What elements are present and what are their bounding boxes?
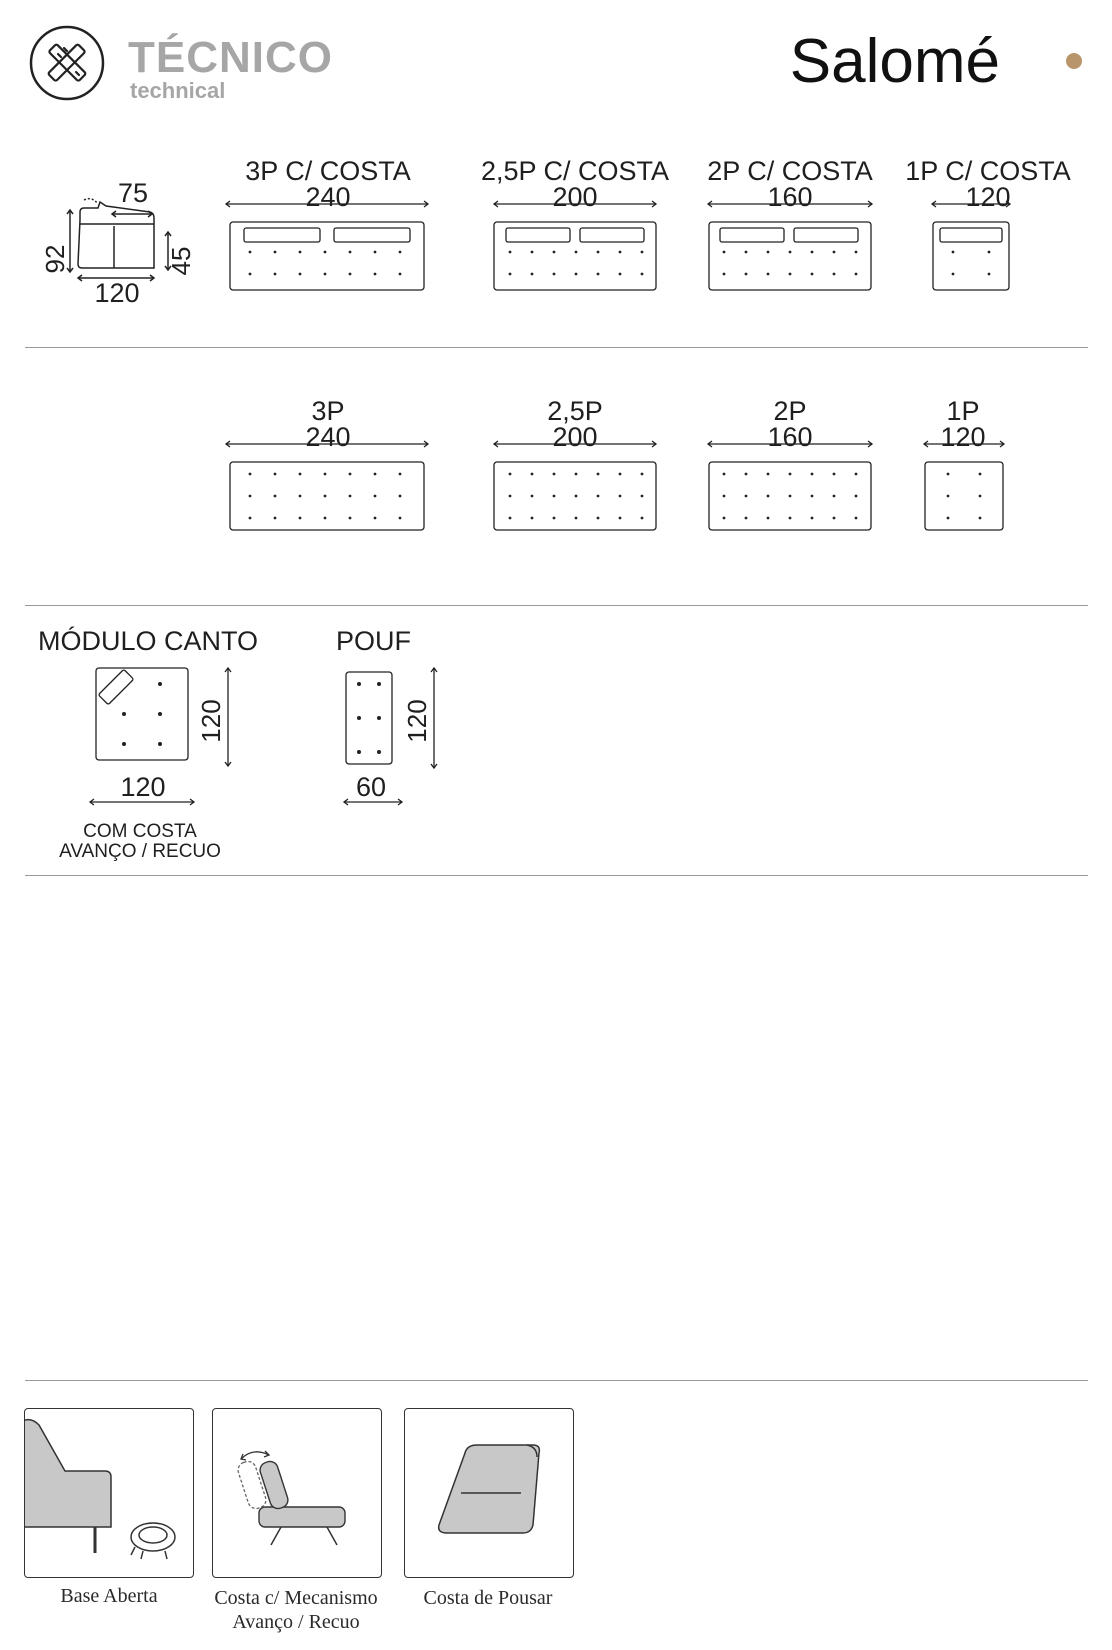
logo-subtitle: technical <box>130 78 226 103</box>
module-3p-back-drawing <box>224 198 430 294</box>
module-3p-name: 3P <box>311 396 345 426</box>
accent-dot <box>1066 53 1082 69</box>
feature-open-base <box>24 1408 194 1578</box>
module-25p-back-drawing <box>492 198 658 294</box>
profile-seat-height-label: 45 <box>166 246 196 276</box>
divider-2 <box>25 605 1088 606</box>
pouf-width-label: 60 <box>355 772 387 802</box>
module-25p-name: 2,5P <box>547 396 603 426</box>
module-25p-back-width: 200 <box>552 182 598 212</box>
module-2p-width: 160 <box>767 422 813 452</box>
module-3p-width: 240 <box>305 422 351 452</box>
profile-width-label: 120 <box>94 278 140 308</box>
module-2p-back-drawing <box>706 198 874 294</box>
module-3p-back-width: 240 <box>305 182 351 212</box>
corner-note-line2: AVANÇO / RECUO <box>59 841 221 862</box>
module-2p-back-name: 2P C/ COSTA <box>707 156 873 186</box>
divider-1 <box>25 347 1088 348</box>
profile-height-label: 92 <box>40 244 70 274</box>
module-25p-width: 200 <box>552 422 598 452</box>
logo-title: TÉCNICO <box>128 33 333 82</box>
corner-note-line1: COM COSTA <box>83 821 197 842</box>
back-mechanism-icon <box>213 1409 381 1577</box>
module-1p-back-width: 120 <box>965 182 1011 212</box>
divider-4 <box>25 1380 1088 1381</box>
pouf-height-label: 120 <box>402 699 432 743</box>
feature-back-mechanism-label-line2: Avanço / Recuo <box>232 1611 360 1633</box>
divider-3 <box>25 875 1088 876</box>
feature-rest-back <box>404 1408 574 1578</box>
module-3p-back-name: 3P C/ COSTA <box>245 156 411 186</box>
profile-depth-label: 75 <box>117 178 149 208</box>
pouf-title: POUF <box>336 626 412 656</box>
module-1p-width: 120 <box>940 422 986 452</box>
module-2p-back-width: 160 <box>767 182 813 212</box>
module-2p-drawing <box>706 438 874 534</box>
module-2p-name: 2P <box>773 396 807 426</box>
rest-back-cushion-icon <box>405 1409 573 1577</box>
corner-width-label: 120 <box>120 772 166 802</box>
technical-logo-icon <box>28 24 106 102</box>
module-1p-drawing <box>922 438 1006 534</box>
module-1p-back-drawing <box>930 198 1012 294</box>
module-25p-drawing <box>492 438 658 534</box>
module-1p-back-name: 1P C/ COSTA <box>905 156 1071 186</box>
feature-back-mechanism-label-line1: Costa c/ Mecanismo <box>214 1587 378 1609</box>
open-base-icon <box>25 1409 193 1577</box>
corner-module-title: MÓDULO CANTO <box>38 626 259 656</box>
feature-rest-back-label: Costa de Pousar <box>423 1587 553 1609</box>
module-3p-drawing <box>224 438 430 534</box>
product-name: Salomé <box>789 27 1000 96</box>
module-1p-name: 1P <box>946 396 980 426</box>
feature-back-mechanism <box>212 1408 382 1578</box>
feature-open-base-label: Base Aberta <box>60 1585 158 1607</box>
module-25p-back-name: 2,5P C/ COSTA <box>480 156 670 186</box>
corner-height-label: 120 <box>196 699 226 743</box>
